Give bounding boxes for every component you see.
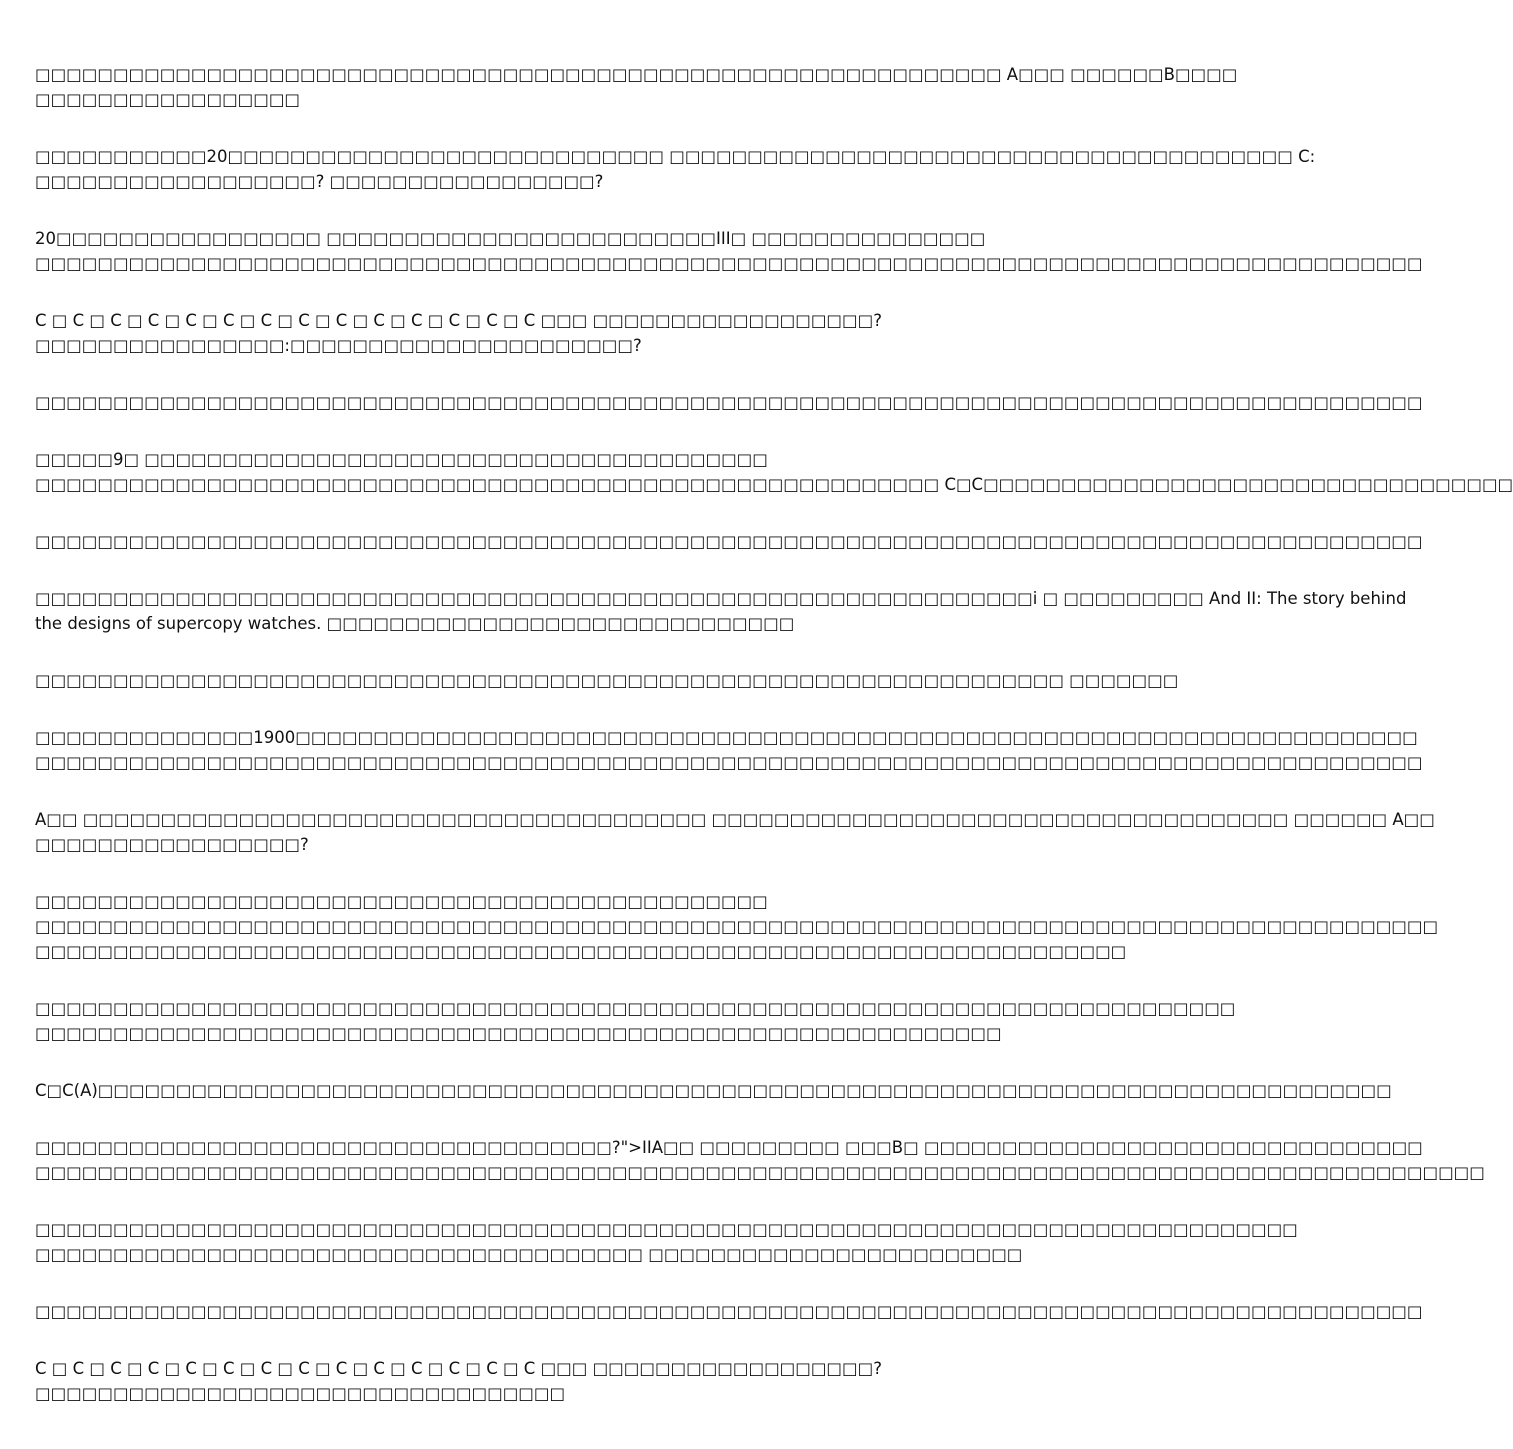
paragraph <box>35 308 990 358</box>
paragraph-line: the designs of supercopy watches. □□□□□□□□□□□□□□□□□□□□□□□□□□□□□□ <box>35 614 795 633</box>
paragraph-line: □□□□□□□□□□□□□□□□□□□□□□□□□□□□□□□□□□□□□□□□□□□□□□□□□□□□□□□□□□□□□□□□□□□□□□ <box>35 942 1127 961</box>
paragraph-line: □□□□□□□□□□□□□□□□□□□□□□□□□□□□□□□□□□□□□?">IIA□□ □□□□□□□□□ □□□B□ □□□□□□□□□□□□□□□□□□□□□□□□□□□□□□□□ <box>35 1138 1423 1157</box>
paragraph <box>35 62 1238 112</box>
paragraph-line: □□□□□□□□□□□□□□□□□□□□□□□□□□□□□□□□□□□□□□□□□□□□□□□□□□□□□□□□□□□□□□□□□□□□□□□□□□□□□□□□□□□□□□□□□□□□□ <box>35 1163 1485 1182</box>
document-page <box>35 62 1513 1438</box>
paragraph-line: □□□□□□□□□□□□□□□□□□□□□□□□□□□□□□□□□□□□□□□□□□□□□□□□□□□□□□□□□□□□□□□□□□□□□□□□□□□□□□□□□ <box>35 1220 1298 1239</box>
paragraph-line: □□□□□□□□□□□□□□□□□□□□□□□□□□□□□□□□□□□□□□□□□□□□□□□ <box>35 892 768 911</box>
paragraph <box>35 226 1423 276</box>
paragraph-line: □□□□□□□□□□□□□□□□□□□□□□□□□□□□□□□□□□□□□□□□□□□□□□□□□□□□□□□□□□□□□□ A□□□ □□□□□□B□□□□ <box>35 65 1238 84</box>
paragraph-line: □□□□□□□□□□□□□□□□□□? □□□□□□□□□□□□□□□□□? <box>35 172 604 191</box>
paragraph-line: 20□□□□□□□□□□□□□□□□□ □□□□□□□□□□□□□□□□□□□□□□□□□III□ □□□□□□□□□□□□□□□ <box>35 229 986 248</box>
paragraph <box>35 390 1423 415</box>
paragraph <box>35 996 1236 1046</box>
paragraph <box>35 1135 1485 1185</box>
paragraph <box>35 807 1435 857</box>
paragraph-line: □□□□□□□□□□□□□□□□□□□□□□□□□□□□□□□□□□□□□□□□□□□□□□□□□□□□□□□□□□□□□□□□□□□□□□□□□□□□□□□□□□□□□□□□□ <box>35 393 1423 412</box>
paragraph-line: □□□□□□□□□□□□□□□□□□□□□□□□□□□□□□□□□□□□□□□□□□□□□□□□□□□□□□□□□□□□□□□□□□□□□□□□□□□□□□□□□□□□□□□□□ <box>35 1302 1423 1321</box>
paragraph-line: □□□□□□□□□□□□□□□□□□□□□□□□□□□□□□□□□□□□□□□□□□□□□□□□□□□□□□□□□□□□□□□□□□ □□□□□□□ <box>35 671 1179 690</box>
paragraph <box>35 1299 1423 1324</box>
paragraph-line: □□□□□□□□□□□□□□□□□ <box>35 90 301 109</box>
paragraph-line: C □ C □ C □ C □ C □ C □ C □ C □ C □ C □ C □ C □ C □ C □□□ □□□□□□□□□□□□□□□□□□? <box>35 1359 882 1378</box>
paragraph-line: C □ C □ C □ C □ C □ C □ C □ C □ C □ C □ C □ C □ C □ C □□□ □□□□□□□□□□□□□□□□□□? <box>35 311 882 330</box>
paragraph-line: C□C(A)□□□□□□□□□□□□□□□□□□□□□□□□□□□□□□□□□□□□□□□□□□□□□□□□□□□□□□□□□□□□□□□□□□□□□□□□□□□□□□□□□□□ <box>35 1081 1392 1100</box>
paragraph <box>35 889 1439 964</box>
paragraph <box>35 144 1316 194</box>
paragraph-line: □□□□□□□□□□□□□□□□□□□□□□□□□□□□□□□□□□□□□□□□□□□□□□□□□□□□□□□□□□□□□□□□□□□□□□□□□□□□□ <box>35 999 1236 1018</box>
paragraph-line: □□□□□□□□□□□□□□□□:□□□□□□□□□□□□□□□□□□□□□□? <box>35 336 642 355</box>
paragraph-line: □□□□□□□□□□□□□□□□□□□□□□□□□□□□□□□□□□ <box>35 1384 566 1403</box>
paragraph-line: □□□□□□□□□□□□□□□□□□□□□□□□□□□□□□□□□□□□□□□□□□□□□□□□□□□□□□□□□□□□□□□□□□□□□□□□□□□□□□□□□□□□□□□□□ <box>35 753 1423 772</box>
paragraph <box>35 529 1423 554</box>
paragraph-line: □□□□□□□□□□□□□□□□□□□□□□□□□□□□□□□□□□□□□□□ □□□□□□□□□□□□□□□□□□□□□□□□ <box>35 1245 1023 1264</box>
paragraph-line: □□□□□□□□□□□□□□1900□□□□□□□□□□□□□□□□□□□□□□□□□□□□□□□□□□□□□□□□□□□□□□□□□□□□□□□□□□□□□□□□□□□□□□□□ <box>35 728 1418 747</box>
paragraph <box>35 447 1513 497</box>
paragraph-line: □□□□□□□□□□□□□□□□□□□□□□□□□□□□□□□□□□□□□□□□□□□□□□□□□□□□□□□□□□ C□C□□□□□□□□□□□□□□□□□□□□□□□□□□□□□□□□□□ <box>35 475 1513 494</box>
paragraph-line: □□□□□□□□□□□□□□□□□□□□□□□□□□□□□□□□□□□□□□□□□□□□□□□□□□□□□□□□□□□□□□□□□□□□□□□□□□□□□□□□□□□□□□□□□ <box>35 254 1423 273</box>
paragraph-line: □□□□□□□□□□□□□□□□□□□□□□□□□□□□□□□□□□□□□□□□□□□□□□□□□□□□□□□□□□□□□□□□i □ □□□□□□□□□ And II: The story behind <box>35 589 1407 608</box>
paragraph-line: □□□□□□□□□□□□□□□□□? <box>35 835 309 854</box>
paragraph-line: A□□ □□□□□□□□□□□□□□□□□□□□□□□□□□□□□□□□□□□□□□□□ □□□□□□□□□□□□□□□□□□□□□□□□□□□□□□□□□□□□□ □□□□□□ A□□ <box>35 810 1435 829</box>
paragraph-line: □□□□□□□□□□□□□□□□□□□□□□□□□□□□□□□□□□□□□□□□□□□□□□□□□□□□□□□□□□□□□□□□□□□□□□□□□□□□□□□□□□□□□□□□□ <box>35 532 1423 551</box>
paragraph-line: □□□□□□□□□□□□□□□□□□□□□□□□□□□□□□□□□□□□□□□□□□□□□□□□□□□□□□□□□□□□□□□□□□□□□□□□□□□□□□□□□□□□□□□□□□ <box>35 917 1439 936</box>
paragraph-line: □□□□□9□ □□□□□□□□□□□□□□□□□□□□□□□□□□□□□□□□□□□□□□□□ <box>35 450 768 469</box>
paragraph-line: □□□□□□□□□□□20□□□□□□□□□□□□□□□□□□□□□□□□□□□□ □□□□□□□□□□□□□□□□□□□□□□□□□□□□□□□□□□□□□□□□ C: <box>35 147 1316 166</box>
paragraph <box>35 1217 1298 1267</box>
paragraph <box>35 1078 1392 1103</box>
paragraph <box>35 1356 990 1406</box>
paragraph <box>35 668 1179 693</box>
paragraph <box>35 586 1407 636</box>
paragraph <box>35 725 1423 775</box>
paragraph-line: □□□□□□□□□□□□□□□□□□□□□□□□□□□□□□□□□□□□□□□□□□□□□□□□□□□□□□□□□□□□□□ <box>35 1024 1002 1043</box>
